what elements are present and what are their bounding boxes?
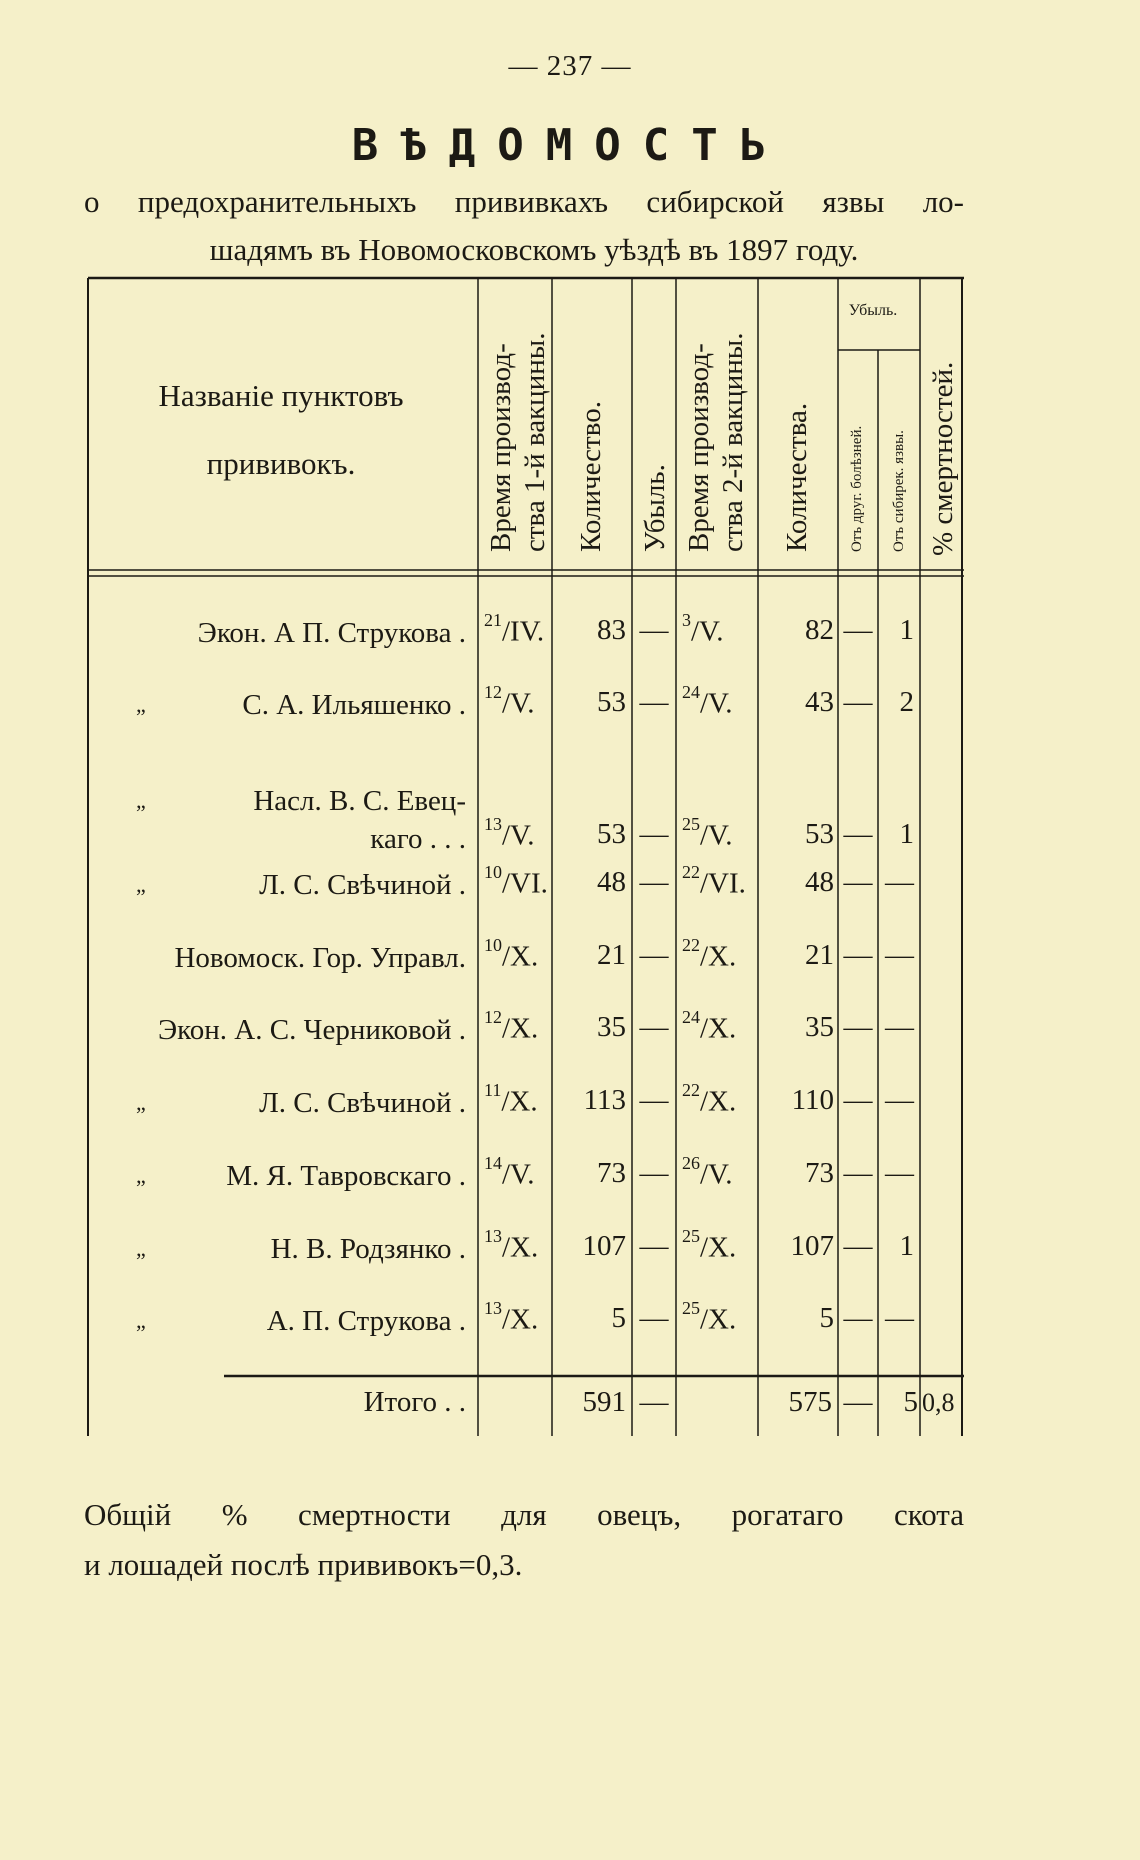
row-loss-other: — [843, 1302, 873, 1334]
row-point-name-line: Л. С. Свѣчиной . [259, 869, 466, 901]
row-loss-1: — [639, 866, 669, 898]
row-date-vaccine-2-month: /X. [700, 1303, 737, 1336]
row-date-vaccine-1-day: 14 [484, 1153, 502, 1173]
row-point-name [96, 866, 466, 904]
row-quantity-2: 82 [805, 614, 834, 646]
header-time-vaccine-1-line-1: Время производ- [485, 343, 517, 552]
row-date-vaccine-2 [682, 1226, 756, 1265]
row-point-name [96, 1230, 466, 1268]
row-date-vaccine-2 [682, 1080, 756, 1119]
header-loss-anthrax: Отъ сибирек. язвы. [891, 430, 907, 552]
row-date-vaccine-2-day: 24 [682, 682, 700, 702]
row-date-vaccine-1 [484, 1298, 550, 1337]
row-loss-1: — [639, 1011, 669, 1043]
page-number: — 237 — [508, 50, 632, 82]
row-quantity-2: 5 [819, 1302, 834, 1334]
row-loss-anthrax: — [885, 1011, 914, 1043]
row-loss-other: — [843, 614, 873, 646]
row-date-vaccine-1 [484, 935, 550, 974]
row-date-vaccine-1 [484, 1226, 550, 1265]
row-date-vaccine-2-day: 25 [682, 1226, 700, 1246]
row-point-name [96, 686, 466, 724]
row-date-vaccine-1-month: /V. [502, 819, 535, 852]
row-date-vaccine-1-month: /X. [502, 1012, 539, 1045]
row-loss-anthrax: — [885, 1157, 914, 1189]
ditto-mark: „ [136, 1236, 146, 1261]
row-date-vaccine-1-month: /IV. [502, 615, 545, 648]
row-date-vaccine-1 [484, 1080, 550, 1119]
row-quantity-2: 107 [790, 1230, 834, 1262]
row-point-name-line: М. Я. Тавровскаго . [226, 1160, 466, 1192]
total-loss-other: — [843, 1386, 873, 1418]
row-quantity-1: 35 [597, 1011, 626, 1043]
header-quantity-2: Количества. [781, 402, 813, 552]
row-point-name [96, 1084, 466, 1122]
row-date-vaccine-1-month: /V. [502, 1158, 535, 1191]
row-loss-anthrax: — [885, 939, 914, 971]
row-point-name [96, 1011, 466, 1049]
header-time-vaccine-2-line-1: Время производ- [683, 343, 715, 552]
row-quantity-1: 21 [597, 939, 626, 971]
row-point-name-line: С. А. Ильяшенко . [242, 689, 466, 721]
row-quantity-2: 53 [805, 818, 834, 850]
row-date-vaccine-2-day: 25 [682, 1298, 700, 1318]
row-date-vaccine-2-month: /V. [691, 615, 724, 648]
document-title: ВѢДОМОСТЬ [351, 120, 789, 171]
row-date-vaccine-1-month: /X. [502, 1303, 539, 1336]
ditto-mark: „ [136, 1308, 146, 1333]
row-point-name-line: Н. В. Родзянко . [270, 1233, 466, 1265]
row-quantity-1: 73 [597, 1157, 626, 1189]
row-date-vaccine-2 [682, 1298, 756, 1337]
header-point-name-line-1: Названіе пунктовъ [158, 378, 404, 413]
header-quantity-1: Количество. [575, 401, 607, 552]
total-quantity-1: 591 [582, 1386, 626, 1418]
row-loss-anthrax: 2 [899, 686, 914, 718]
row-date-vaccine-2 [682, 682, 756, 721]
row-quantity-1: 113 [583, 1084, 626, 1116]
row-date-vaccine-2 [682, 814, 756, 853]
total-quantity-2: 575 [788, 1386, 832, 1418]
row-loss-other: — [843, 866, 873, 898]
row-date-vaccine-1-day: 13 [484, 1298, 502, 1318]
row-date-vaccine-2 [682, 1153, 756, 1192]
row-date-vaccine-2-day: 3 [682, 610, 691, 630]
row-loss-1: — [639, 1302, 669, 1334]
row-date-vaccine-2-day: 24 [682, 1007, 700, 1027]
row-date-vaccine-1 [484, 1007, 550, 1046]
row-quantity-2: 48 [805, 866, 834, 898]
row-date-vaccine-2-day: 22 [682, 935, 700, 955]
row-loss-1: — [639, 614, 669, 646]
row-point-name-line: Экон. А. С. Черниковой . [158, 1014, 466, 1046]
subtitle-line-1: о предохранительныхъ прививкахъ сибирской язвы ло- [84, 184, 964, 219]
row-date-vaccine-2-day: 26 [682, 1153, 700, 1173]
row-date-vaccine-2-month: /X. [700, 940, 737, 973]
row-quantity-2: 21 [805, 939, 834, 971]
row-point-name [96, 782, 466, 858]
row-loss-anthrax: — [885, 866, 914, 898]
row-loss-anthrax: 1 [899, 1230, 914, 1262]
row-date-vaccine-1 [484, 610, 550, 649]
row-point-name-line: А. П. Струкова . [266, 1305, 466, 1337]
total-label: Итого . . [363, 1386, 466, 1418]
row-point-name-line: Экон. А П. Струкова . [197, 617, 466, 649]
row-date-vaccine-1-month: /X. [502, 940, 539, 973]
row-point-name-line: Новомоск. Гор. Управл. [174, 942, 466, 974]
row-date-vaccine-1-day: 12 [484, 682, 502, 702]
row-quantity-1: 53 [597, 818, 626, 850]
header-time-vaccine-1 [484, 333, 552, 552]
row-date-vaccine-2-month: /X. [700, 1012, 737, 1045]
ditto-mark: „ [136, 872, 146, 897]
row-point-name-line: Л. С. Свѣчиной . [259, 1087, 466, 1119]
row-loss-other: — [843, 686, 873, 718]
row-date-vaccine-2-month: /X. [700, 1085, 737, 1118]
document-subtitle [84, 178, 964, 274]
row-date-vaccine-1-month: /V. [502, 687, 535, 720]
row-quantity-1: 5 [611, 1302, 626, 1334]
row-loss-other: — [843, 1011, 873, 1043]
total-mortality-percent: 0,8 [922, 1388, 955, 1417]
row-loss-other: — [843, 1157, 873, 1189]
row-date-vaccine-2-month: /V. [700, 1158, 733, 1191]
row-date-vaccine-1-day: 10 [484, 935, 502, 955]
header-time-vaccine-1-line-2: ства 1-й вакцины. [519, 332, 551, 552]
row-loss-anthrax: — [885, 1302, 914, 1334]
row-point-name [96, 939, 466, 977]
ditto-mark: „ [136, 1163, 146, 1188]
row-date-vaccine-2 [682, 935, 756, 974]
row-date-vaccine-1-day: 10 [484, 862, 502, 882]
ditto-mark: „ [136, 788, 146, 813]
row-date-vaccine-1-day: 21 [484, 610, 502, 630]
header-time-vaccine-2 [682, 333, 750, 552]
header-point-name-line-2: прививокъ. [206, 446, 356, 481]
row-loss-1: — [639, 939, 669, 971]
row-date-vaccine-1 [484, 1153, 550, 1192]
row-point-name [96, 1157, 466, 1195]
row-date-vaccine-2-month: /VI. [700, 867, 746, 900]
row-date-vaccine-2 [682, 610, 756, 649]
total-loss-1: — [639, 1386, 669, 1418]
row-quantity-1: 107 [582, 1230, 626, 1262]
row-date-vaccine-2 [682, 1007, 756, 1046]
subtitle-line-2: шадямъ въ Новомосковскомъ уѣздѣ въ 1897 году. [209, 232, 859, 267]
header-loss-group: Убыль. [848, 302, 898, 319]
row-loss-anthrax: 1 [899, 614, 914, 646]
row-loss-1: — [639, 1230, 669, 1262]
row-date-vaccine-1-day: 13 [484, 1226, 502, 1246]
row-date-vaccine-1-day: 11 [484, 1080, 502, 1100]
header-loss-1: Убыль. [639, 464, 671, 552]
row-loss-other: — [843, 818, 873, 850]
row-date-vaccine-2-day: 25 [682, 814, 700, 834]
row-loss-anthrax: 1 [899, 818, 914, 850]
row-quantity-1: 48 [597, 866, 626, 898]
footer-note [84, 1490, 964, 1590]
row-date-vaccine-1-month: /X. [502, 1231, 539, 1264]
footer-line-1: Общій % смертности для овецъ, рогатаго скота [84, 1497, 964, 1532]
row-date-vaccine-1-day: 13 [484, 814, 502, 834]
ditto-mark: „ [136, 692, 146, 717]
header-mortality-percent: % смертностей. [927, 361, 959, 556]
row-point-name-line: каго . . . [370, 823, 466, 855]
row-loss-1: — [639, 1157, 669, 1189]
row-quantity-2: 110 [791, 1084, 834, 1116]
row-date-vaccine-1 [484, 814, 550, 853]
row-date-vaccine-2 [682, 862, 756, 901]
header-time-vaccine-2-line-2: ства 2-й вакцины. [717, 332, 749, 552]
row-date-vaccine-1 [484, 862, 550, 901]
row-quantity-2: 43 [805, 686, 834, 718]
header-loss-other-diseases: Отъ друг. болѣзней. [849, 425, 865, 552]
row-quantity-2: 73 [805, 1157, 834, 1189]
row-quantity-1: 53 [597, 686, 626, 718]
row-loss-other: — [843, 1230, 873, 1262]
row-point-name-line: Насл. В. С. Евец- [253, 785, 466, 817]
vaccination-table [86, 274, 966, 1454]
footer-line-2: и лошадей послѣ прививокъ=0,3. [84, 1547, 523, 1582]
row-point-name [96, 614, 466, 652]
row-quantity-1: 83 [597, 614, 626, 646]
row-loss-1: — [639, 818, 669, 850]
row-loss-1: — [639, 686, 669, 718]
row-loss-1: — [639, 1084, 669, 1116]
row-date-vaccine-2-month: /V. [700, 687, 733, 720]
ditto-mark: „ [136, 1090, 146, 1115]
row-date-vaccine-1 [484, 682, 550, 721]
row-date-vaccine-2-day: 22 [682, 1080, 700, 1100]
row-loss-other: — [843, 939, 873, 971]
row-point-name [96, 1302, 466, 1340]
row-date-vaccine-1-day: 12 [484, 1007, 502, 1027]
row-date-vaccine-1-month: /X. [501, 1085, 538, 1118]
row-date-vaccine-2-day: 22 [682, 862, 700, 882]
row-date-vaccine-1-month: /VI. [502, 867, 548, 900]
row-loss-anthrax: — [885, 1084, 914, 1116]
header-point-name [86, 362, 476, 498]
total-loss-anthrax: 5 [903, 1386, 918, 1418]
row-date-vaccine-2-month: /X. [700, 1231, 737, 1264]
row-loss-other: — [843, 1084, 873, 1116]
row-date-vaccine-2-month: /V. [700, 819, 733, 852]
row-quantity-2: 35 [805, 1011, 834, 1043]
